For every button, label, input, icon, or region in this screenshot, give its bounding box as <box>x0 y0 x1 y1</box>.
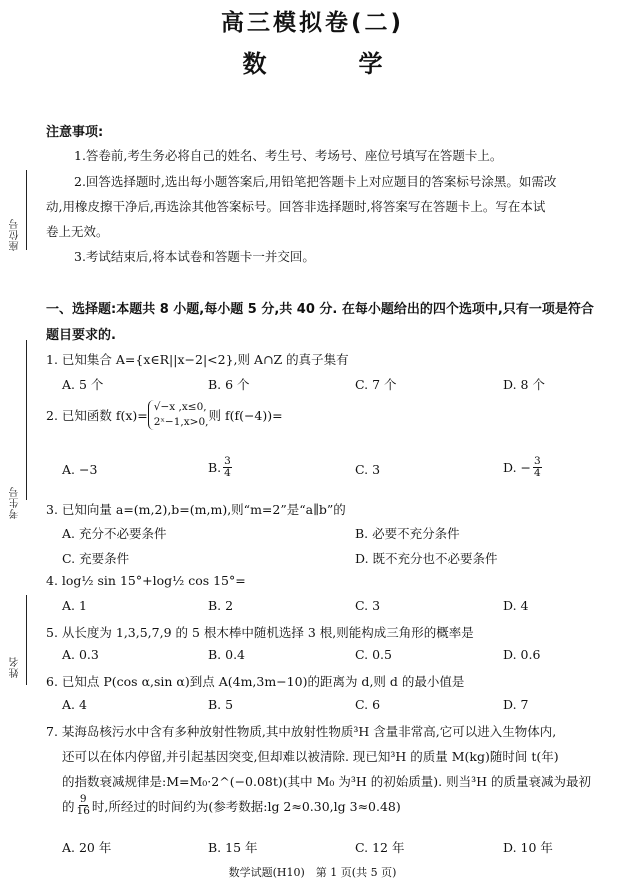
q2-option-c: C. 3 <box>355 462 381 477</box>
q5-option-a: A. 0.3 <box>62 647 99 662</box>
q4-stem: 4. log½ sin 15°+log½ cos 15°= <box>46 573 246 588</box>
q7-line-4 <box>62 794 401 817</box>
q2-option-d-num: 3 <box>534 455 541 467</box>
q1-option-d: D. 8 个 <box>503 377 545 392</box>
q2-option-b-fraction <box>223 456 232 479</box>
q4-option-c: C. 3 <box>355 598 381 613</box>
q7-line-2: 还可以在体内停留,并引起基因突变,但却难以被清除. 现已知³H 的质量 M(kg)随时间 t(年) <box>62 749 559 764</box>
q7-fraction-den: 16 <box>76 805 90 817</box>
q3-option-d: D. 既不充分也不必要条件 <box>355 551 498 566</box>
q7-option-c: C. 12 年 <box>355 840 405 855</box>
side-label-exam-no: 考生号 <box>10 486 21 519</box>
q7-option-b: B. 15 年 <box>208 840 258 855</box>
notice-item-3: 3.考试结束后,将本试卷和答题卡一并交回。 <box>74 249 315 264</box>
q6-option-b: B. 5 <box>208 697 234 712</box>
q6-option-c: C. 6 <box>355 697 381 712</box>
side-label-name: 姓名 <box>10 656 21 678</box>
q1-option-b: B. 6 个 <box>208 377 250 392</box>
binding-line-seat <box>26 170 27 250</box>
q7-line-3: 的指数衰减规律是:M=M₀·2^(−0.08t)(其中 M₀ 为³H 的初始质量). 则当³H 的质量衰减为最初 <box>62 774 592 789</box>
q7-line-4-prefix: 的 <box>62 798 75 814</box>
q1-stem: 1. 已知集合 A={x∈R||x−2|<2},则 A∩Z 的真子集有 <box>46 352 349 367</box>
notice-heading: 注意事项: <box>46 125 104 140</box>
q2-option-d-fraction <box>533 456 542 479</box>
q2-option-a: A. −3 <box>62 462 98 477</box>
q5-stem: 5. 从长度为 1,3,5,7,9 的 5 根木棒中随机选择 3 根,则能构成三角形的概率是 <box>46 625 474 640</box>
q2-piecewise <box>148 400 209 430</box>
q3-stem: 3. 已知向量 a=(m,2),b=(m,m),则“m=2”是“a∥b”的 <box>46 502 346 517</box>
q4-option-d: D. 4 <box>503 598 529 613</box>
q5-option-d: D. 0.6 <box>503 647 541 662</box>
section-header-cont: 题目要求的. <box>46 328 116 343</box>
q6-option-d: D. 7 <box>503 697 529 712</box>
q4-option-b: B. 2 <box>208 598 234 613</box>
q2-stem-prefix: 2. 已知函数 f(x)= <box>46 408 148 423</box>
subject-title: 数 学 <box>242 50 417 78</box>
q7-option-d: D. 10 年 <box>503 840 553 855</box>
q7-fraction <box>77 794 90 817</box>
q2-stem <box>46 400 283 430</box>
q2-option-d-label: D. − <box>503 460 531 475</box>
q3-option-b: B. 必要不充分条件 <box>355 526 460 541</box>
q3-option-a: A. 充分不必要条件 <box>62 526 167 541</box>
q7-line-1: 7. 某海岛核污水中含有多种放射性物质,其中放射性物质³H 含量非常高,它可以进入生物体内, <box>46 724 557 739</box>
q5-option-c: C. 0.5 <box>355 647 392 662</box>
q2-stem-suffix: 则 f(f(−4))= <box>208 408 283 423</box>
binding-line-name <box>26 595 27 685</box>
q2-option-b <box>208 456 234 479</box>
binding-line-exam-no <box>26 340 27 500</box>
q7-option-a: A. 20 年 <box>62 840 112 855</box>
q3-option-c: C. 充要条件 <box>62 551 130 566</box>
notice-item-2-end: 卷上无效。 <box>46 224 109 239</box>
page-footer: 数学试题(H10) 第 1 页(共 5 页) <box>228 866 397 879</box>
q6-stem: 6. 已知点 P(cos α,sin α)到点 A(4m,3m−10)的距离为 d,则 d 的最小值是 <box>46 674 465 689</box>
q2-option-b-label: B. <box>208 460 222 475</box>
section-header: 一、选择题:本题共 8 小题,每小题 5 分,共 40 分. 在每小题给出的四个选项中,只有一项是符合 <box>46 302 594 317</box>
q1-option-a: A. 5 个 <box>62 377 104 392</box>
q7-line-4-suffix: 时,所经过的时间约为(参考数据:lg 2≈0.30,lg 3≈0.48) <box>91 798 401 814</box>
notice-item-2: 2.回答选择题时,选出每小题答案后,用铅笔把答题卡上对应题目的答案标号涂黑。如需改 <box>74 174 557 189</box>
side-label-seat: 座位号 <box>10 218 21 251</box>
q7-fraction-num: 9 <box>79 793 87 805</box>
q5-option-b: B. 0.4 <box>208 647 246 662</box>
q4-option-a: A. 1 <box>62 598 87 613</box>
q2-option-b-num: 3 <box>224 455 231 467</box>
q1-option-c: C. 7 个 <box>355 377 397 392</box>
exam-title: 高三模拟卷(二) <box>220 10 405 36</box>
q2-case-1: √−x ,x≤0, <box>153 401 207 413</box>
q2-case-2: 2ˣ−1,x>0, <box>153 416 209 428</box>
q2-option-d <box>503 456 544 479</box>
q2-option-d-den: 4 <box>534 467 541 479</box>
notice-item-2-cont: 动,用橡皮擦干净后,再选涂其他答案标号。回答非选择题时,将答案写在答题卡上。写在本试 <box>46 199 546 214</box>
q6-option-a: A. 4 <box>62 697 87 712</box>
q2-option-b-den: 4 <box>224 467 231 479</box>
notice-item-1: 1.答卷前,考生务必将自己的姓名、考生号、考场号、座位号填写在答题卡上。 <box>74 148 503 163</box>
